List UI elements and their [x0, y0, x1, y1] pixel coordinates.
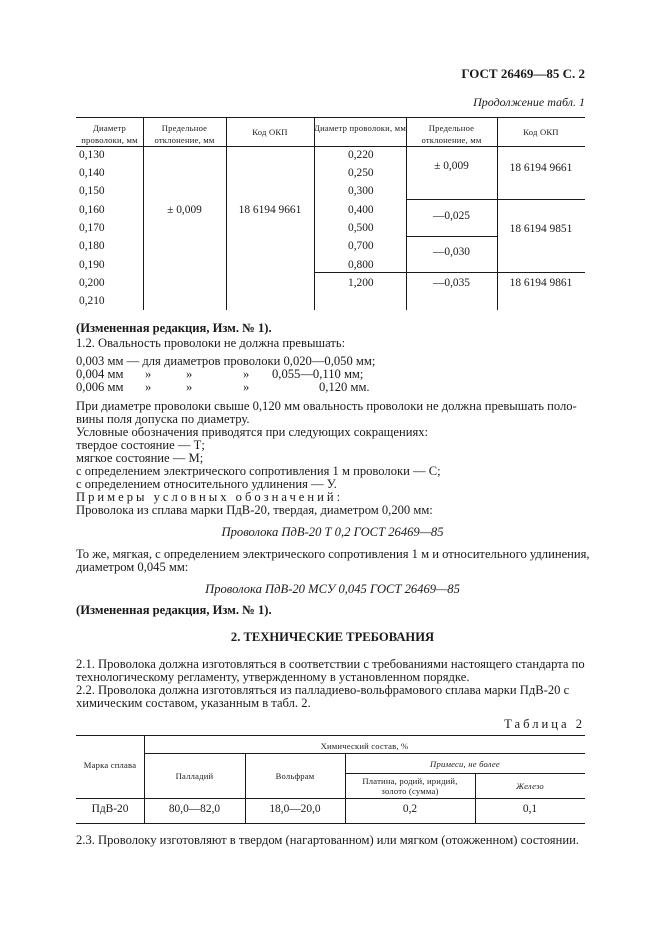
convention-item: твердое состояние — Т; [76, 438, 205, 452]
t1-right-diameter: 0,250 [348, 167, 374, 179]
t1-right-diameter: 0,800 [348, 259, 374, 271]
t1-left-diameter: 0,190 [79, 259, 105, 271]
paragraph-2-1: 2.1. Проволока должна изготовляться в соответствии с требованиями настоящего стандарта по [76, 657, 585, 671]
t1-right-diameter: 0,700 [348, 240, 374, 252]
convention-item: мягкое состояние — М; [76, 451, 204, 465]
convention-item: с определением относительного удлинения — У. [76, 477, 337, 491]
paragraph-ovality: При диаметре проволоки свыше 0,120 мм овальность проволоки не должна превышать поло- [76, 399, 577, 413]
t1-right-diameter: 1,200 [348, 277, 374, 289]
t1-right-diameter: 0,400 [348, 204, 374, 216]
t1-header-code-right: Код ОКП [523, 127, 559, 137]
paragraph-2-2-cont: химическим составом, указанным в табл. 2. [76, 696, 311, 710]
t2-header-palladium: Палладий [175, 771, 214, 781]
t1-left-diameter: 0,160 [79, 204, 105, 216]
t1-right-diameter: 0,220 [348, 149, 374, 161]
t1-right-tolerance: —0,025 [432, 210, 471, 222]
t1-right-diameter: 0,500 [348, 222, 374, 234]
example-2-description-cont: диаметром 0,045 мм: [76, 560, 189, 574]
t1-left-diameter: 0,130 [79, 149, 105, 161]
t1-right-tolerance: ± 0,009 [434, 160, 469, 172]
t1-header-tolerance-right: Предельное отклонение, мм [421, 123, 482, 145]
ovality-row: 0,003 мм — для диаметров проволоки 0,020—0,050 мм; [76, 354, 376, 368]
t2-header-platinum: Платина, родий, иридий, [362, 776, 458, 786]
t2-header-iron: Железо [516, 781, 544, 791]
t1-header-diameter-right: Диаметр проволоки, мм [314, 123, 406, 133]
paragraph-ovality-cont: вины поля допуска по диаметру. [76, 412, 250, 426]
example-1-designation: Проволока ПдВ-20 Т 0,2 ГОСТ 26469—85 [221, 525, 444, 539]
t1-right-code: 18 6194 9861 [509, 277, 573, 289]
paragraph-2-1-cont: технологическому регламенту, утвержденному в установленном порядке. [76, 670, 470, 684]
t1-right-code: 18 6194 9661 [509, 162, 573, 174]
t2-cell-alloy: ПдВ-20 [91, 803, 129, 815]
t1-right-tolerance: —0,035 [432, 277, 471, 289]
paragraph-2-3: 2.3. Проволоку изготовляют в твердом (нагартованном) или мягком (отожженном) состоянии. [76, 833, 579, 847]
example-2-description: То же, мягкая, с определением электрического сопротивления 1 м и относительного удлинения, [76, 547, 590, 561]
section-2-heading: 2. ТЕХНИЧЕСКИЕ ТРЕБОВАНИЯ [230, 630, 435, 644]
t2-cell-iron: 0,1 [522, 803, 538, 815]
t1-right-tolerance: —0,030 [432, 246, 471, 258]
t2-header-chemical: Химический состав, % [320, 741, 409, 751]
t1-header-code-left: Код ОКП [252, 127, 288, 137]
t2-cell-palladium: 80,0—82,0 [168, 803, 221, 815]
t1-left-diameter: 0,170 [79, 222, 105, 234]
t1-left-diameter: 0,200 [79, 277, 105, 289]
document-code: ГОСТ 26469—85 С. 2 [461, 66, 585, 81]
paragraph-2-2: 2.2. Проволока должна изготовляться из палладиево-вольфрамового сплава марки ПдВ-20 с [76, 683, 570, 697]
t1-header-tolerance-left: Предельное отклонение, мм [154, 123, 215, 145]
t1-header-diameter-left: Диаметр проволоки, мм [81, 123, 138, 145]
t2-header-tungsten: Вольфрам [275, 771, 315, 781]
t1-left-tolerance: ± 0,009 [167, 204, 202, 216]
t1-left-diameter: 0,180 [79, 240, 105, 252]
table-2-label: Таблица 2 [504, 717, 585, 731]
t1-left-code: 18 6194 9661 [238, 204, 302, 216]
t2-cell-platinum: 0,2 [402, 803, 418, 815]
table-continuation-label: Продолжение табл. 1 [473, 95, 585, 109]
example-2-designation: Проволока ПдВ-20 МСУ 0,045 ГОСТ 26469—85 [205, 582, 460, 596]
t1-right-code: 18 6194 9851 [509, 223, 573, 235]
t1-right-diameter: 0,300 [348, 185, 374, 197]
conventions-intro: Условные обозначения приводятся при следующих сокращениях: [76, 425, 429, 439]
amendment-note: (Измененная редакция, Изм. № 1). [76, 321, 272, 335]
t1-left-diameter: 0,150 [79, 185, 105, 197]
convention-item: с определением электрического сопротивления 1 м проволоки — С; [76, 464, 441, 478]
t2-header-alloy: Марка сплава [83, 760, 137, 770]
amendment-note: (Измененная редакция, Изм. № 1). [76, 603, 272, 617]
example-1-description: Проволока из сплава марки ПдВ-20, твердая, диаметром 0,200 мм: [76, 503, 433, 517]
paragraph-1-2: 1.2. Овальность проволоки не должна превышать: [76, 336, 346, 350]
t2-cell-tungsten: 18,0—20,0 [269, 803, 321, 815]
t1-left-diameter: 0,210 [79, 295, 105, 307]
t2-header-impurities: Примеси, не более [430, 759, 500, 769]
examples-title: Примеры условных обозначений: [76, 490, 344, 504]
t1-left-diameter: 0,140 [79, 167, 105, 179]
t2-header-platinum-cont: золото (сумма) [381, 786, 439, 796]
